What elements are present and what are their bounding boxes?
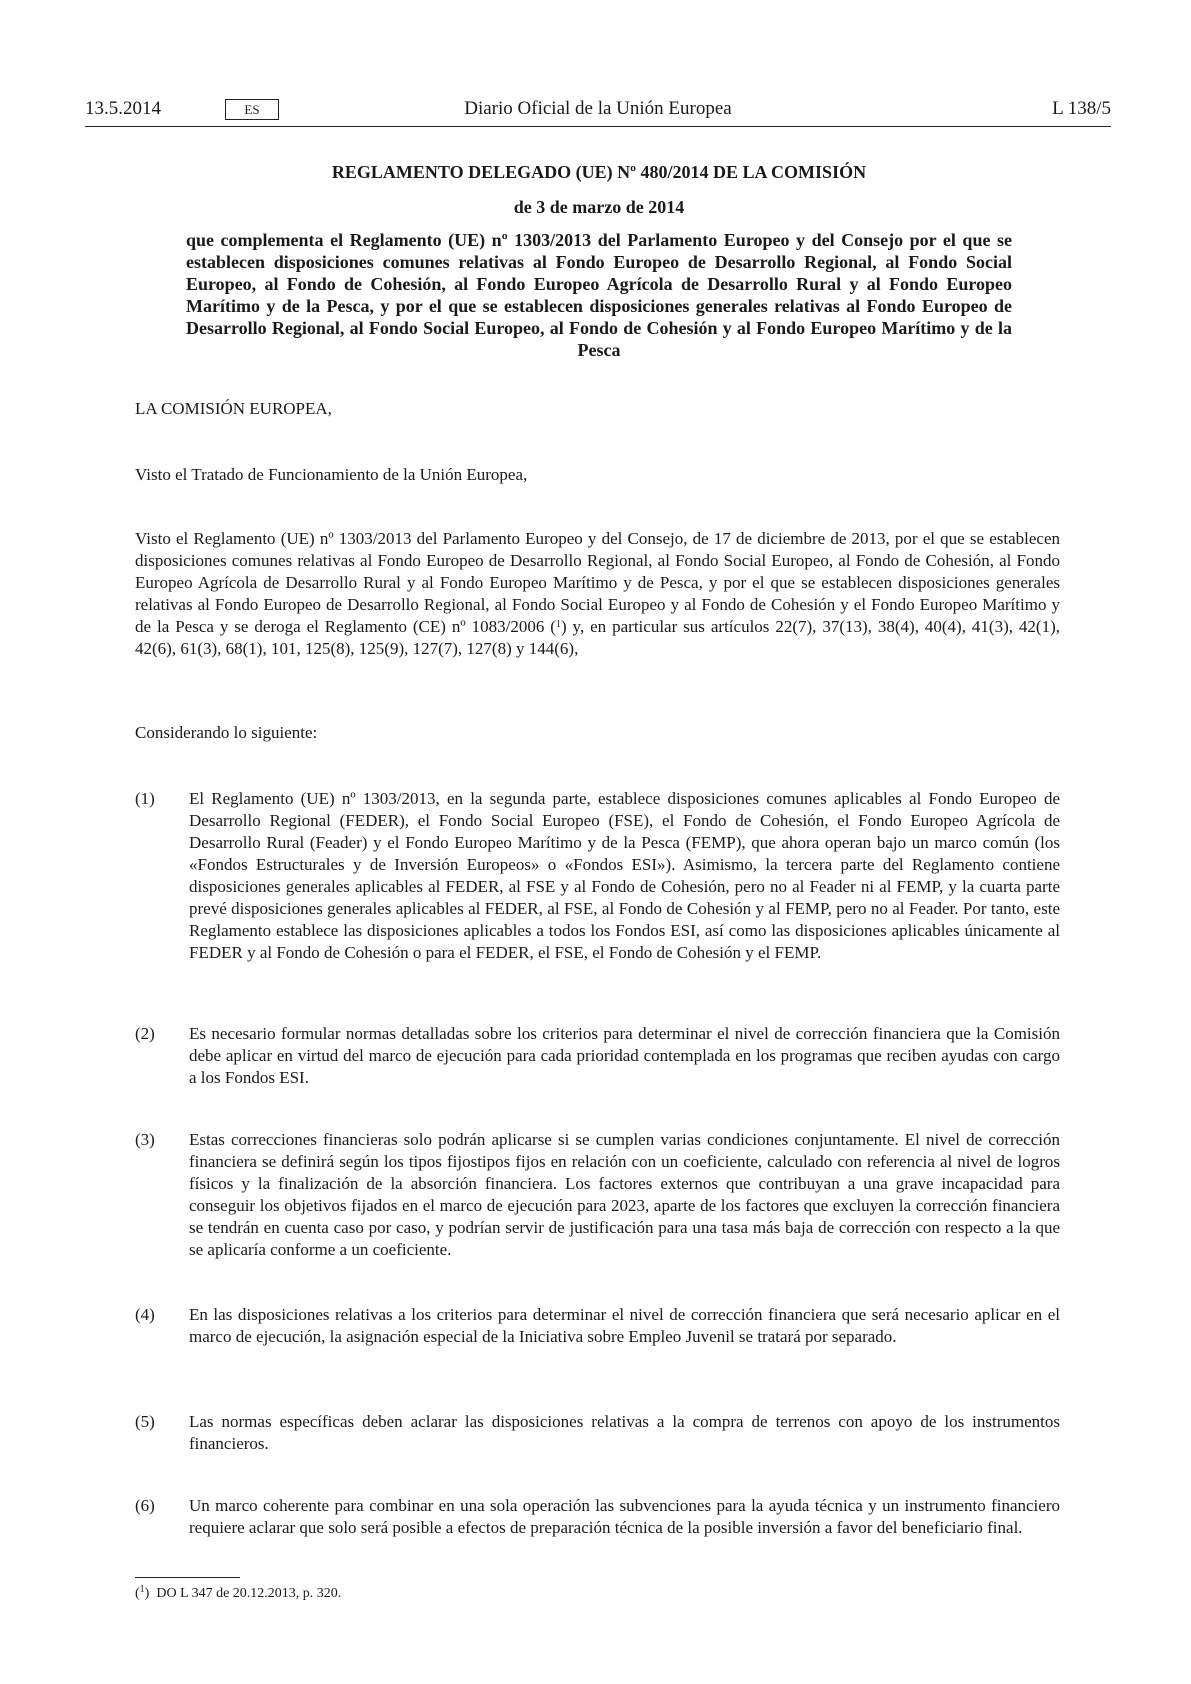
recital-number: (2): [135, 1024, 155, 1043]
page-header: [85, 96, 1111, 124]
recital: [135, 1129, 1060, 1261]
recital-text: En las disposiciones relativas a los criterios para determinar el nivel de corrección financiera que será necesario aplicar en el marco de ejecución, la asignación especial de la Iniciativa sobre Empleo Juvenil se tratará por separado.: [189, 1305, 1060, 1346]
recital-text: El Reglamento (UE) nº 1303/2013, en la segunda parte, establece disposiciones comunes aplicables al Fondo Europeo de Desarrollo Regional (FEDER), el Fondo Social Europeo (FSE), el Fondo de Cohesión, el Fondo Europeo Agrícola de Desarrollo Rural (Feader) y el Fondo Europeo Marítimo y de la Pesca (FEMP), que ahora operan bajo un marco común (los «Fondos Estructurales y de Inversión Europeos» o «Fondos ESI»). Asimismo, la tercera parte del Reglamento contiene disposiciones generales aplicables al FEDER, al FSE y al Fondo de Cohesión, pero no al Feader ni al FEMP, y la cuarta parte prevé disposiciones generales aplicables al FEDER, al FSE, al Fondo de Cohesión y al FEMP, pero no al Feader. Por tanto, este Reglamento establece las disposiciones aplicables a todos los Fondos ESI, así como las disposiciones aplicables únicamente al FEDER y al Fondo de Cohesión o para el FEDER, el FSE, el Fondo de Cohesión y el FEMP.: [189, 789, 1060, 962]
footnote-number: 1: [139, 1584, 145, 1595]
header-divider: [85, 126, 1111, 127]
commission-heading: LA COMISIÓN EUROPEA,: [135, 399, 332, 418]
recital-number: (3): [135, 1130, 155, 1149]
treaty-citation: Visto el Tratado de Funcionamiento de la Unión Europea,: [135, 465, 528, 484]
recital: [135, 1304, 1060, 1348]
citation-text-b: ) y, en particular sus artículos 22(7), 37(13), 38(4), 40(4), 41(3), 42(1), 42(6), 61(3), 68(1), 101, 125(8), 125(9), 127(7), 127(8) y 144(6),: [135, 617, 1060, 658]
recital-number: (1): [135, 789, 155, 808]
language-badge: ES: [225, 99, 279, 120]
footnote-text: DO L 347 de 20.12.2013, p. 320.: [156, 1586, 342, 1601]
footnote-divider: [135, 1577, 240, 1578]
journal-title: Diario Oficial de la Unión Europea: [464, 98, 732, 119]
recital-number: (5): [135, 1412, 155, 1431]
recital: [135, 788, 1060, 964]
regulation-subtitle: que complementa el Reglamento (UE) nº 1303/2013 del Parlamento Europeo y del Consejo por el que se establecen disposiciones comunes relativas al Fondo Europeo de Desarrollo Regional, al Fondo Social Europeo, al Fondo de Cohesión, al Fondo Europeo Agrícola de Desarrollo Rural y al Fondo Europeo Marítimo y de la Pesca, y por el que se establecen disposiciones generales relativas al Fondo Europeo de Desarrollo Regional, al Fondo Social Europeo, al Fondo de Cohesión y al Fondo Europeo Marítimo y de la Pesca: [186, 230, 1012, 360]
publication-date: 13.5.2014: [85, 98, 161, 119]
recital-text: Las normas específicas deben aclarar las disposiciones relativas a la compra de terrenos con apoyo de los instrumentos financieros.: [189, 1412, 1060, 1453]
recital-number: (6): [135, 1496, 155, 1515]
recital-text: Un marco coherente para combinar en una sola operación las subvenciones para la ayuda técnica y un instrumento financiero requiere aclarar que solo será posible a efectos de preparación técnica de la posible inversión a favor del beneficiario final.: [189, 1496, 1060, 1537]
regulation-date: de 3 de marzo de 2014: [513, 197, 685, 217]
footnote-marker: 1: [555, 619, 561, 630]
recital-number: (4): [135, 1305, 155, 1324]
considering-heading: Considerando lo siguiente:: [135, 723, 318, 742]
regulation-citation: [135, 528, 1060, 660]
recital-text: Es necesario formular normas detalladas sobre los criterios para determinar el nivel de corrección financiera que la Comisión debe aplicar en virtud del marco de ejecución para cada prioridad contemplada en los programas que reciben ayudas con cargo a los Fondos ESI.: [189, 1024, 1060, 1087]
regulation-title: REGLAMENTO DELEGADO (UE) Nº 480/2014 DE LA COMISIÓN: [331, 162, 867, 182]
footnote: ($^1$) DO L 347 de 20.12.2013, p. 320.: [135, 1584, 342, 1601]
recital-text: Estas correcciones financieras solo podrán aplicarse si se cumplen varias condiciones conjuntamente. El nivel de corrección financiera se definirá según los tipos fijostipos fijos en relación con un coeficiente, calculado con referencia al nivel de logros físicos y la finalización de la absorción financiera. Los factores externos que contribuyan a una grave incapacidad para conseguir los objetivos fijados en el marco de ejecución para 2023, aparte de los factores que excluyen la corrección financiera se tendrán en cuenta caso por caso, y podrían servir de justificación para una tasa más baja de corrección con respecto a la que se aplicaría conforme a un coeficiente.: [189, 1130, 1060, 1259]
recital: [135, 1495, 1060, 1539]
recital: [135, 1411, 1060, 1455]
recital: [135, 1023, 1060, 1089]
citation-text-a: Visto el Reglamento (UE) nº 1303/2013 del Parlamento Europeo y del Consejo, de 17 de diciembre de 2013, por el que se establecen disposiciones comunes relativas al Fondo Europeo de Desarrollo Regional, al Fondo Social Europeo, al Fondo de Cohesión, al Fondo Europeo Agrícola de Desarrollo Rural y al Fondo Europeo Marítimo y de Pesca, y por el que se establecen disposiciones generales relativas al Fondo Europeo de Desarrollo Regional, al Fondo Social Europeo y al Fondo de Cohesión y el Fondo Europeo Marítimo y de la Pesca y se deroga el Reglamento (CE) nº 1083/2006 (: [135, 529, 1060, 636]
page-reference: L 138/5: [1052, 98, 1111, 119]
